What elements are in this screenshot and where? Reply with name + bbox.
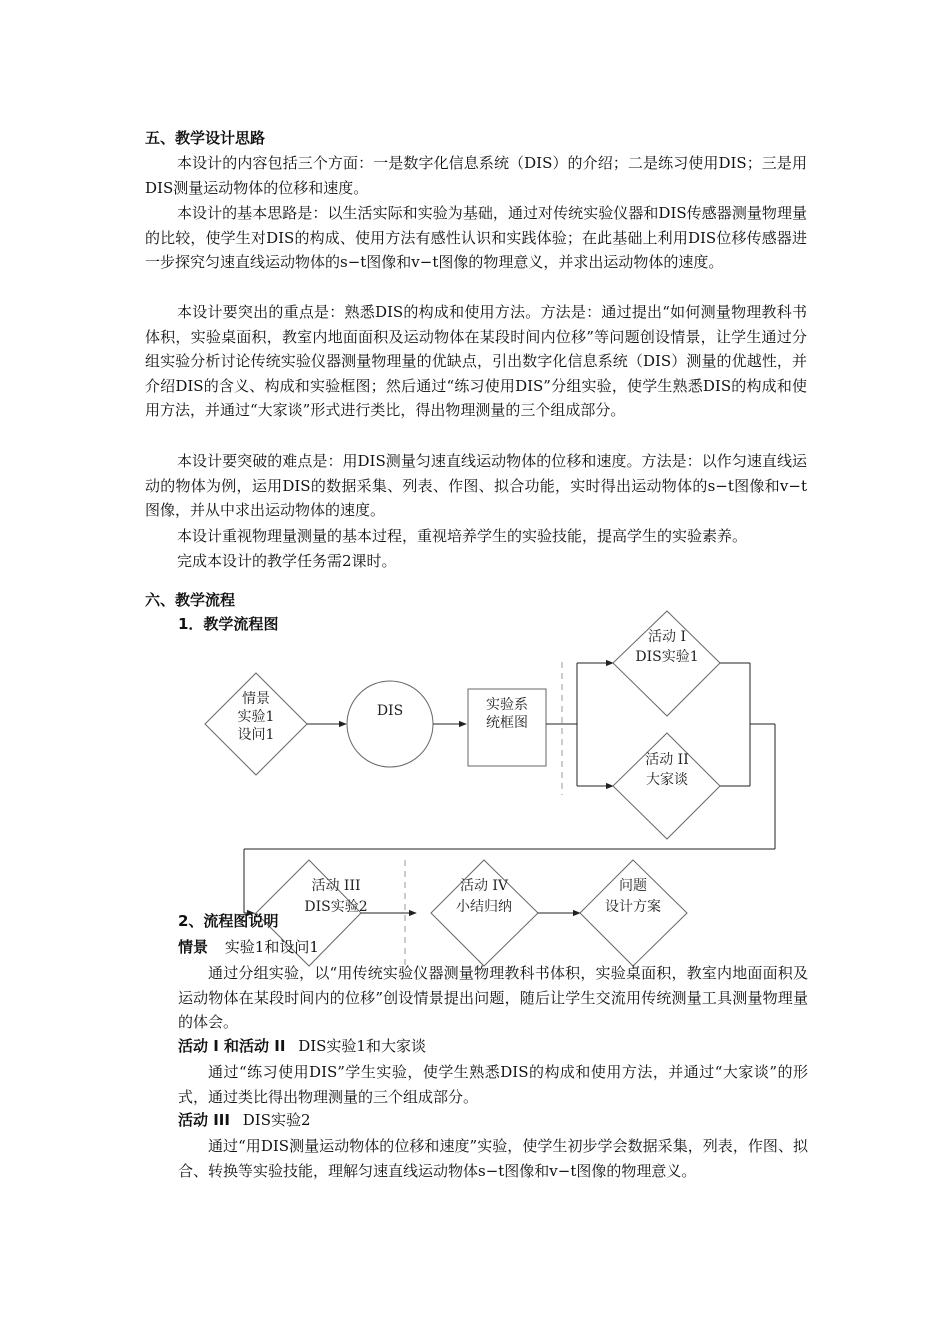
flow-node-activity-2-line1: 活动 II <box>645 752 689 768</box>
section-5-paragraph-6: 完成本设计的教学任务需2课时。 <box>177 552 397 570</box>
entry-activity-1-2-header <box>178 1036 426 1056</box>
entry-activity-1-2-subtitle: DIS实验1和大家谈 <box>298 1037 426 1055</box>
flow-node-activity-1-line1: 活动 I <box>648 629 686 645</box>
flowchart-title: 1．教学流程图 <box>178 615 279 633</box>
flow-node-design-plan-line2: 设计方案 <box>605 899 661 915</box>
flow-node-situation-line3: 设问1 <box>237 727 275 743</box>
flow-node-dis <box>347 681 433 767</box>
entry-activity-3-header <box>178 1110 311 1130</box>
section-5-paragraph-4: 本设计要突破的难点是：用DIS测量匀速直线运动物体的位移和速度。方法是：以作匀速直线运动的物体为例，运用DIS的数据采集、列表、作图、拟合功能，实时得出运动物体的s−t图像和v−t图像，并从中求出运动物体的速度。 <box>145 452 807 519</box>
flow-node-situation-line1: 情景 <box>242 691 270 707</box>
flowchart-notes-title: 2、流程图说明 <box>178 912 279 930</box>
entry-activity-1-2-text: 通过“练习使用DIS”学生实验，使学生熟悉DIS的构成和使用方法，并通过“大家谈”的形式，通过类比得出物理测量的三个组成部分。 <box>178 1063 808 1106</box>
flow-node-activity-2-line2: 大家谈 <box>646 772 688 788</box>
section-5-paragraph-3: 本设计要突出的重点是：熟悉DIS的构成和使用方法。方法是：通过提出“如何测量物理教科书体积，实验桌面积，教室内地面面积及运动物体在某段时间内位移”等问题创设情景，让学生通过分组实验分析讨论传统实验仪器测量物理量的优缺点，引出数字化信息系统（DIS）测量的优越性，并介绍DIS的含义、构成和实验框图；然后通过“练习使用DIS”分组实验，使学生熟悉DIS的构成和使用方法，并通过“大家谈”形式进行类比，得出物理测量的三个组成部分。 <box>145 303 807 419</box>
flow-node-activity-1-line2: DIS实验1 <box>635 649 699 665</box>
flow-node-system-diagram-line2: 统框图 <box>486 715 528 731</box>
entry-activity-1-2-title: 活动 I 和活动 II <box>178 1037 286 1055</box>
flow-node-situation-line2: 实验1 <box>237 709 275 725</box>
flow-node-activity-4-line1: 活动 IV <box>459 878 509 894</box>
entry-situation-text: 通过分组实验，以“用传统实验仪器测量物理教科书体积，实验桌面积，教室内地面面积及运动物体在某段时间内的位移”创设情景提出问题，随后让学生交流用传统测量工具测量物理量的体会。 <box>178 964 808 1031</box>
section-5-paragraph-1: 本设计的内容包括三个方面：一是数字化信息系统（DIS）的介绍；二是练习使用DIS；三是用DIS测量运动物体的位移和速度。 <box>145 154 807 197</box>
section-5-paragraph-5: 本设计重视物理量测量的基本过程，重视培养学生的实验技能，提高学生的实验素养。 <box>177 527 748 545</box>
entry-activity-3-subtitle: DIS实验2 <box>242 1111 311 1129</box>
entry-situation-title: 情景 <box>178 938 209 956</box>
section-6-heading: 六、教学流程 <box>145 591 236 609</box>
flow-node-system-diagram-line1: 实验系 <box>486 697 528 713</box>
flow-node-dis-label: DIS <box>376 703 404 719</box>
entry-activity-3-title: 活动 III <box>178 1111 230 1129</box>
section-5-heading: 五、教学设计思路 <box>145 129 266 147</box>
section-5-paragraph-2: 本设计的基本思路是：以生活实际和实验为基础，通过对传统实验仪器和DIS传感器测量物理量的比较，使学生对DIS的构成、使用方法有感性认识和实践体验；在此基础上利用DIS位移传感器进一步探究匀速直线运动物体的s−t图像和v−t图像的物理意义，并求出运动物体的速度。 <box>145 204 807 271</box>
flow-node-design-plan-line1: 问题 <box>619 878 647 894</box>
entry-situation-subtitle: 实验1和设问1 <box>224 938 319 956</box>
flow-node-activity-3-line2: DIS实验2 <box>304 899 368 915</box>
entry-activity-3-text: 通过“用DIS测量运动物体的位移和速度”实验，使学生初步学会数据采集，列表，作图、拟合、转换等实验技能，理解匀速直线运动物体s−t图像和v−t图像的物理意义。 <box>178 1137 808 1180</box>
flow-node-activity-4-line2: 小结归纳 <box>456 899 512 915</box>
flow-node-activity-3-line1: 活动 III <box>311 878 361 894</box>
entry-situation-header <box>178 937 319 957</box>
